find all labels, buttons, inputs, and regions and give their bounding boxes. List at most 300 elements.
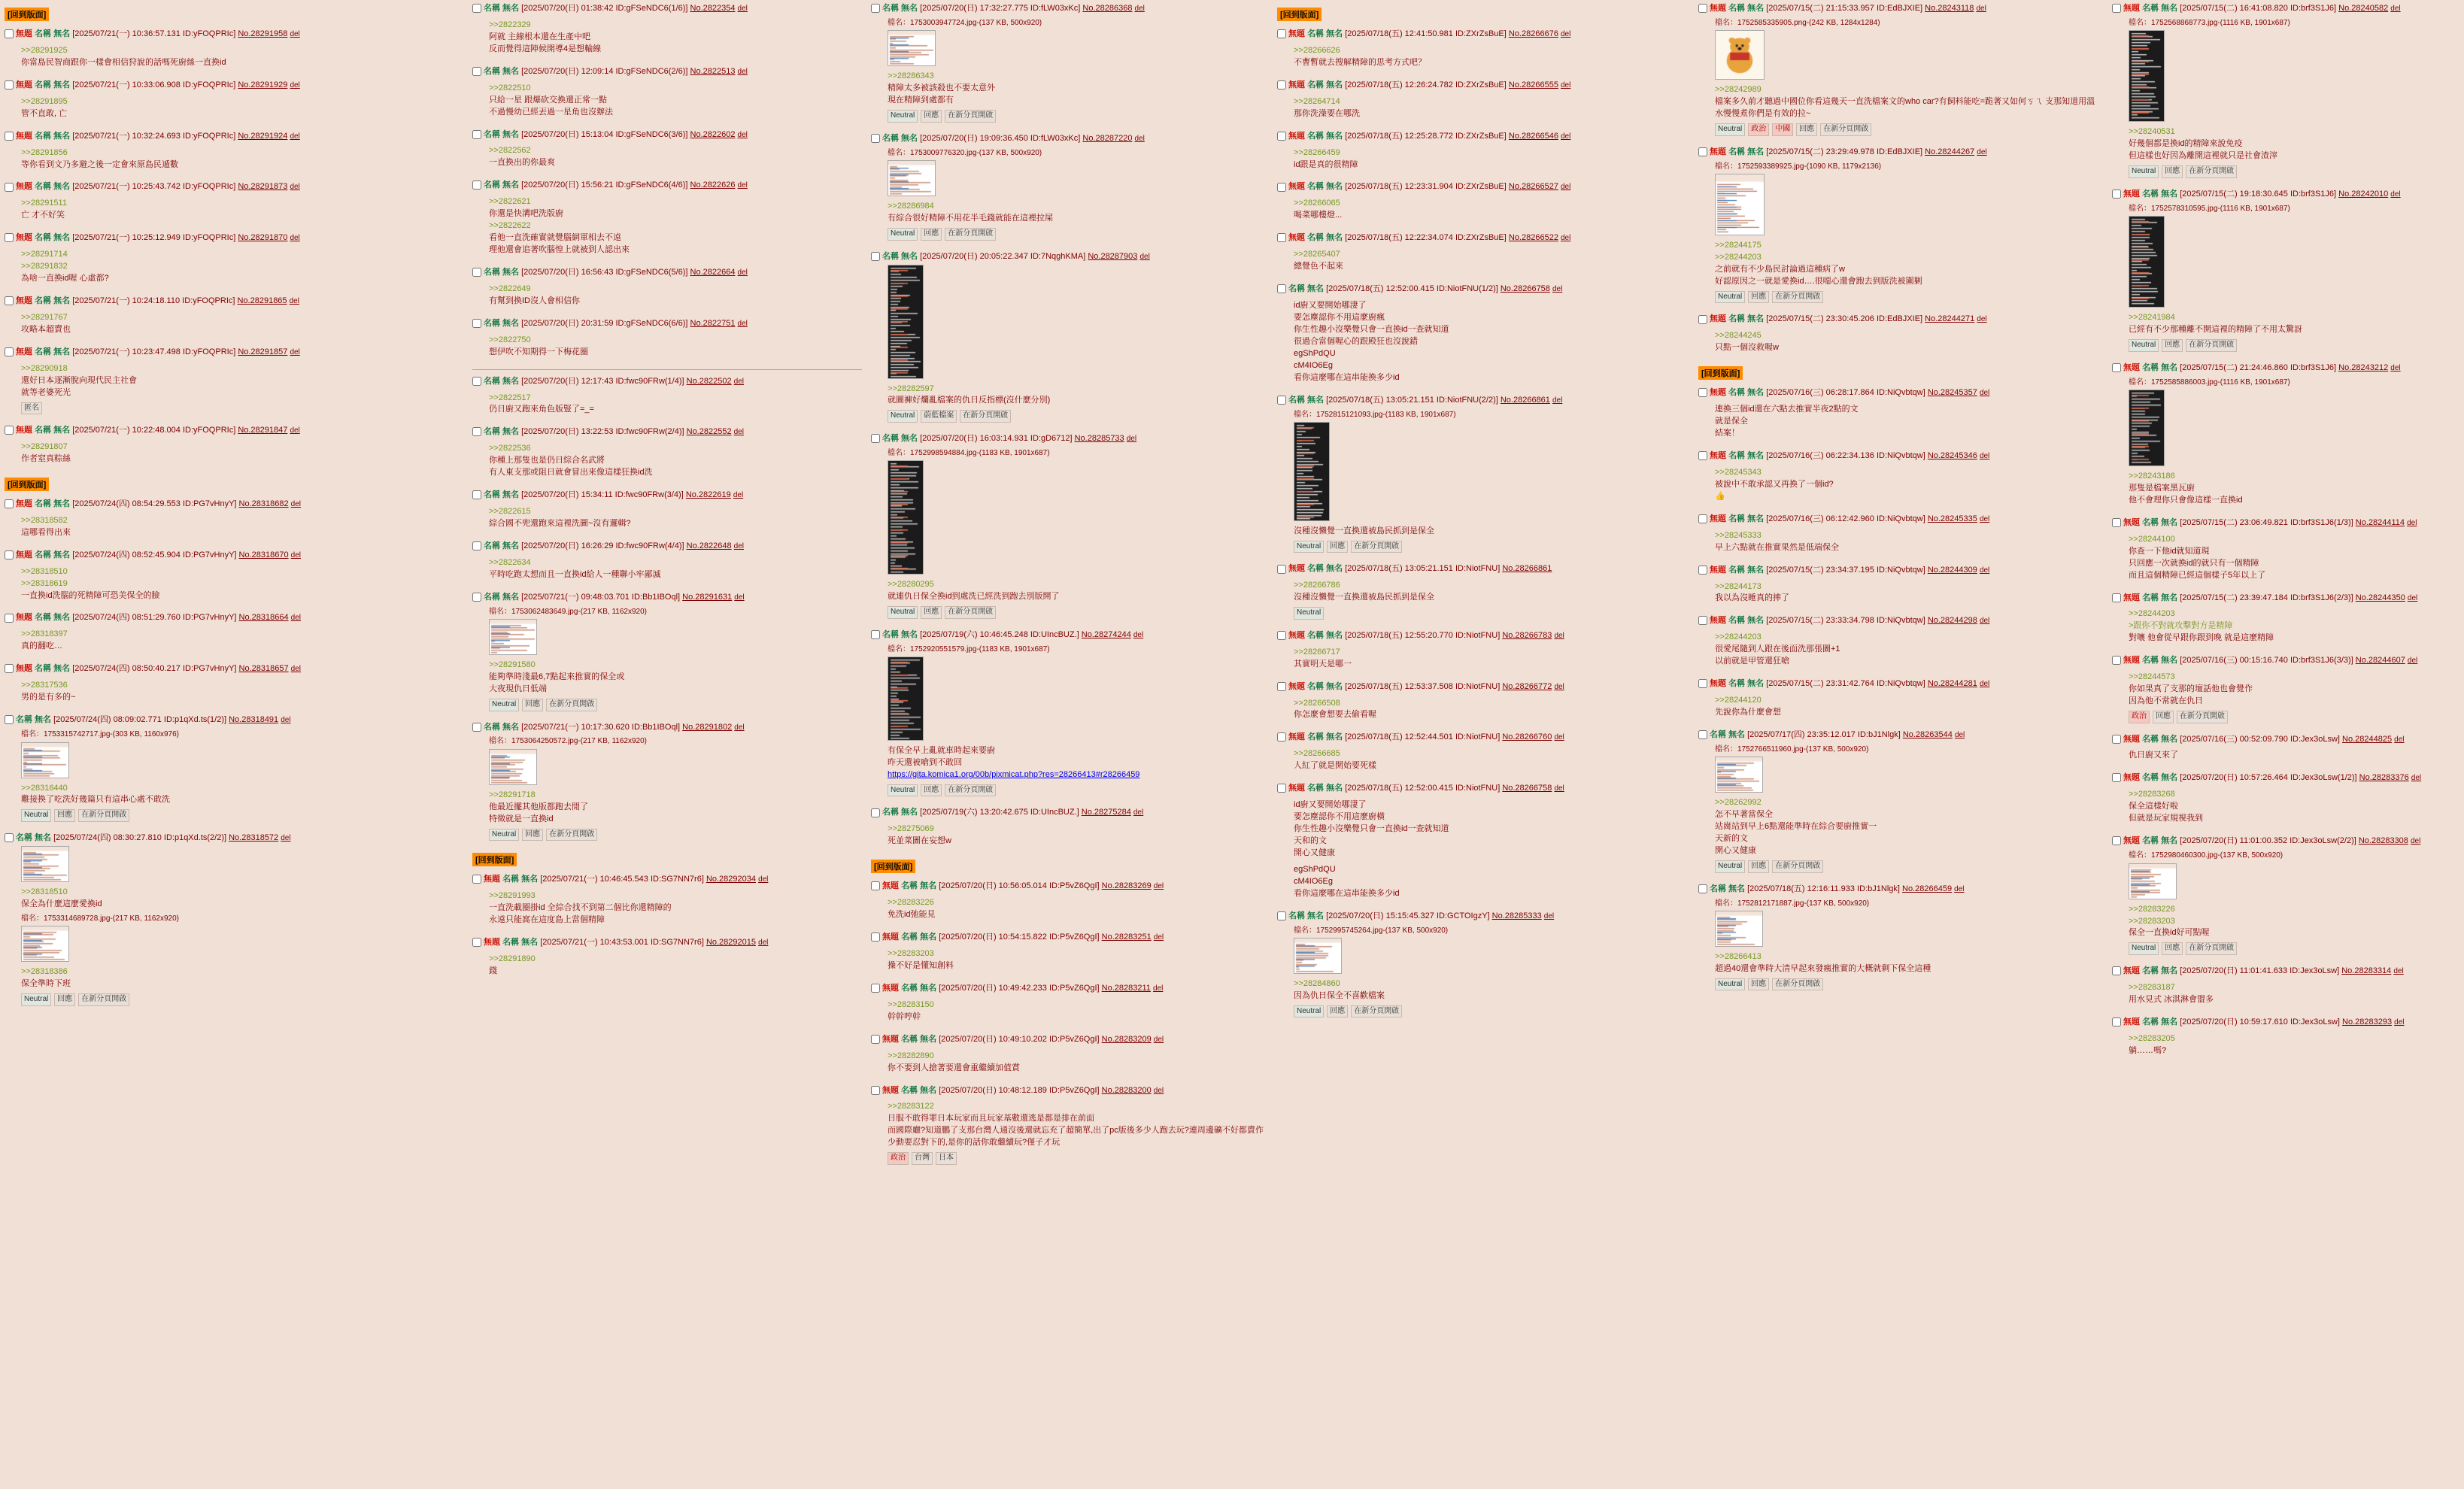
post-delete-link[interactable]: del	[2390, 190, 2401, 199]
post-tag[interactable]: 回應	[2162, 339, 2183, 352]
post-number-link[interactable]: No.28244309	[1927, 565, 1977, 575]
post-thumbnail[interactable]	[489, 749, 537, 785]
post-select-checkbox[interactable]	[1277, 183, 1286, 192]
post-number-link[interactable]: No.28283269	[1101, 881, 1152, 891]
post-quote-ref[interactable]: >>28244120	[1715, 696, 1762, 705]
post-select-checkbox[interactable]	[2112, 656, 2121, 665]
post-delete-link[interactable]: del	[1954, 730, 1965, 739]
post-number-link[interactable]: No.28292034	[706, 875, 756, 884]
post-select-checkbox[interactable]	[871, 4, 880, 13]
post-number-link[interactable]: No.28245357	[1927, 388, 1977, 398]
post-number-link[interactable]: No.2822619	[685, 490, 731, 500]
post-select-checkbox[interactable]	[472, 938, 481, 947]
post-delete-link[interactable]: del	[1554, 631, 1564, 640]
post-quote-ref[interactable]: >>28244573	[2129, 672, 2175, 682]
post-quote-ref[interactable]: >>28318619	[21, 578, 68, 588]
post-number-link[interactable]: No.28291857	[238, 347, 288, 356]
post-quote-ref[interactable]: >>28283203	[888, 949, 934, 958]
post-select-checkbox[interactable]	[1277, 784, 1286, 793]
post-number-link[interactable]: No.2822502	[686, 376, 732, 386]
post-thumbnail[interactable]	[21, 846, 69, 882]
post-thumbnail[interactable]	[1715, 757, 1763, 793]
post-quote-ref[interactable]: >>2822536	[489, 444, 531, 453]
post-tag[interactable]: 回應	[522, 699, 543, 711]
post-tag[interactable]: 在新分頁開啟	[546, 699, 597, 711]
post-delete-link[interactable]: del	[1979, 680, 1990, 689]
post-number-link[interactable]: No.28292015	[706, 938, 756, 947]
post-number-link[interactable]: No.28240582	[2338, 4, 2389, 13]
post-delete-link[interactable]: del	[1152, 984, 1164, 993]
post-quote-ref[interactable]: >>28245343	[1715, 467, 1762, 477]
post-number-link[interactable]: No.2822664	[690, 267, 736, 277]
post-select-checkbox[interactable]	[1277, 682, 1286, 691]
post-tag[interactable]: 回應	[921, 784, 942, 797]
post-delete-link[interactable]: del	[733, 491, 744, 500]
post-delete-link[interactable]: del	[290, 665, 302, 674]
post-number-link[interactable]: No.28242010	[2338, 189, 2389, 199]
post-quote-ref[interactable]: >>28291580	[489, 660, 536, 670]
post-quote-ref[interactable]: >>28262992	[1715, 798, 1762, 808]
post-number-link[interactable]: No.28291873	[238, 182, 288, 192]
post-quote-ref[interactable]: >>2822621	[489, 197, 531, 207]
post-number-link[interactable]: No.28266760	[1502, 732, 1552, 742]
post-quote-ref[interactable]: >>28245333	[1715, 530, 1762, 540]
post-select-checkbox[interactable]	[5, 347, 14, 356]
post-select-checkbox[interactable]	[2112, 363, 2121, 372]
post-delete-link[interactable]: del	[2393, 966, 2404, 975]
post-select-checkbox[interactable]	[871, 630, 880, 639]
post-delete-link[interactable]: del	[2407, 518, 2417, 527]
post-select-checkbox[interactable]	[871, 933, 880, 942]
post-select-checkbox[interactable]	[1277, 284, 1286, 293]
post-number-link[interactable]: No.28283251	[1101, 933, 1152, 942]
post-delete-link[interactable]: del	[1979, 452, 1990, 460]
post-select-checkbox[interactable]	[472, 541, 481, 550]
post-quote-ref[interactable]: >>28282597	[888, 384, 934, 393]
post-quote-ref[interactable]: >>28266786	[1294, 581, 1340, 590]
post-delete-link[interactable]: del	[1979, 617, 1990, 626]
post-select-checkbox[interactable]	[1277, 80, 1286, 89]
post-select-checkbox[interactable]	[871, 252, 880, 261]
post-tag[interactable]: 在新分頁開啟	[1772, 291, 1823, 304]
post-quote-ref[interactable]: >>28317536	[21, 681, 68, 690]
post-select-checkbox[interactable]	[5, 233, 14, 242]
post-tag[interactable]: 回應	[1748, 291, 1769, 304]
post-number-link[interactable]: No.2822552	[686, 427, 732, 437]
post-number-link[interactable]: No.28266861	[1500, 395, 1550, 405]
post-delete-link[interactable]: del	[2394, 1017, 2405, 1027]
post-quote-ref[interactable]: >>2822622	[489, 221, 531, 231]
post-thumbnail[interactable]	[888, 160, 936, 196]
post-select-checkbox[interactable]	[1698, 147, 1707, 156]
post-tag[interactable]: 在新分頁開啟	[1820, 123, 1871, 136]
post-tag[interactable]: 日本	[936, 1152, 957, 1165]
post-select-checkbox[interactable]	[871, 434, 880, 443]
post-delete-link[interactable]: del	[1139, 252, 1150, 261]
post-tag[interactable]: 在新分頁開啟	[78, 993, 129, 1006]
post-number-link[interactable]: No.28283308	[2358, 836, 2408, 846]
back-to-board-link[interactable]: [回到版面]	[871, 860, 915, 873]
post-delete-link[interactable]: del	[1561, 30, 1571, 38]
post-tag[interactable]: Neutral	[1715, 123, 1745, 136]
post-tag[interactable]: Neutral	[1294, 541, 1324, 553]
post-select-checkbox[interactable]	[871, 808, 880, 817]
post-quote-ref[interactable]: >>28266413	[1715, 952, 1762, 961]
post-thumbnail[interactable]	[489, 619, 537, 655]
post-select-checkbox[interactable]	[2112, 735, 2121, 744]
post-tag[interactable]: Neutral	[888, 110, 918, 123]
post-delete-link[interactable]: del	[1133, 630, 1144, 639]
post-quote-ref[interactable]: >>28291767	[21, 312, 68, 322]
post-number-link[interactable]: No.28318491	[229, 715, 279, 725]
post-number-link[interactable]: No.28266522	[1508, 233, 1558, 243]
post-select-checkbox[interactable]	[1277, 233, 1286, 242]
post-tag[interactable]: 回應	[1748, 978, 1769, 991]
post-number-link[interactable]: No.28283293	[2342, 1017, 2393, 1027]
post-number-link[interactable]: No.28245335	[1927, 514, 1977, 523]
post-select-checkbox[interactable]	[472, 723, 481, 732]
post-select-checkbox[interactable]	[1698, 616, 1707, 625]
post-select-checkbox[interactable]	[472, 268, 481, 277]
back-to-board-link[interactable]: [回到版面]	[5, 8, 49, 21]
post-tag[interactable]: 蔚藍檔案	[921, 410, 957, 423]
post-quote-ref[interactable]: >>2822510	[489, 83, 531, 92]
post-number-link[interactable]: No.28287220	[1082, 133, 1133, 143]
post-delete-link[interactable]: del	[734, 723, 745, 732]
post-select-checkbox[interactable]	[472, 319, 481, 328]
post-number-link[interactable]: No.28291847	[238, 426, 288, 435]
post-number-link[interactable]: No.28285733	[1074, 433, 1124, 443]
post-delete-link[interactable]: del	[1561, 80, 1571, 89]
post-number-link[interactable]: No.28274244	[1081, 629, 1131, 639]
post-tag[interactable]: Neutral	[1715, 860, 1745, 873]
post-tag[interactable]: 匿名	[21, 402, 42, 415]
post-number-link[interactable]: No.28266546	[1508, 131, 1558, 141]
post-number-link[interactable]: No.28283314	[2341, 966, 2392, 975]
post-quote-ref[interactable]: >>28266717	[1294, 647, 1340, 657]
post-select-checkbox[interactable]	[871, 134, 880, 143]
post-select-checkbox[interactable]	[2112, 1017, 2121, 1027]
post-quote-ref[interactable]: >>28280295	[888, 580, 934, 590]
post-tag[interactable]: 在新分頁開啟	[2177, 711, 2228, 723]
post-select-checkbox[interactable]	[1698, 451, 1707, 460]
post-number-link[interactable]: No.28291865	[237, 296, 287, 305]
post-number-link[interactable]: No.28266772	[1502, 681, 1552, 691]
post-tag[interactable]: 回應	[921, 110, 942, 123]
post-quote-ref[interactable]: >>28283203	[2129, 916, 2175, 926]
back-to-board-link[interactable]: [回到版面]	[472, 853, 517, 866]
post-select-checkbox[interactable]	[1698, 884, 1707, 893]
post-thumbnail[interactable]	[888, 30, 936, 66]
post-delete-link[interactable]: del	[281, 716, 291, 725]
post-delete-link[interactable]: del	[290, 30, 300, 38]
post-delete-link[interactable]: del	[289, 297, 299, 305]
post-delete-link[interactable]: del	[2407, 657, 2418, 666]
post-thumbnail[interactable]	[888, 460, 924, 575]
post-delete-link[interactable]: del	[758, 875, 769, 884]
post-select-checkbox[interactable]	[5, 499, 14, 508]
post-quote-ref[interactable]: >>28265407	[1294, 250, 1340, 259]
post-tag[interactable]: 台灣	[912, 1152, 933, 1165]
post-quote-ref[interactable]: >>28283150	[888, 999, 934, 1009]
post-select-checkbox[interactable]	[472, 377, 481, 386]
post-tag[interactable]: 在新分頁開啟	[945, 784, 996, 797]
post-tag[interactable]: 在新分頁開啟	[1351, 541, 1402, 553]
post-quote-ref[interactable]: >>28291856	[21, 147, 68, 157]
post-select-checkbox[interactable]	[472, 875, 481, 884]
post-number-link[interactable]: No.28243118	[1925, 4, 1974, 13]
post-delete-link[interactable]: del	[1979, 514, 1990, 523]
post-number-link[interactable]: No.28244281	[1927, 679, 1977, 689]
post-delete-link[interactable]: del	[1153, 1086, 1164, 1095]
post-quote-ref[interactable]: >>28318510	[21, 887, 68, 896]
post-tag[interactable]: 政治	[2129, 711, 2150, 723]
post-number-link[interactable]: No.2822626	[690, 180, 736, 190]
post-select-checkbox[interactable]	[472, 130, 481, 139]
post-select-checkbox[interactable]	[5, 183, 14, 192]
post-quote-ref[interactable]: >>28318582	[21, 515, 68, 525]
post-tag[interactable]: 回應	[921, 606, 942, 619]
post-delete-link[interactable]: del	[1134, 134, 1145, 143]
post-number-link[interactable]: No.28266861	[1502, 564, 1552, 574]
post-delete-link[interactable]: del	[1561, 183, 1571, 192]
post-delete-link[interactable]: del	[737, 268, 748, 277]
post-tag[interactable]: 回應	[2153, 711, 2174, 723]
post-thumbnail[interactable]	[1715, 174, 1765, 235]
post-thumbnail[interactable]	[888, 657, 924, 741]
post-number-link[interactable]: No.28244298	[1927, 616, 1977, 626]
post-number-link[interactable]: No.28287903	[1088, 251, 1138, 261]
post-select-checkbox[interactable]	[472, 67, 481, 76]
post-select-checkbox[interactable]	[5, 29, 14, 38]
post-tag[interactable]: Neutral	[2129, 339, 2159, 352]
post-quote-ref[interactable]: >>28283226	[2129, 904, 2175, 914]
post-quote-ref[interactable]: >>28244100	[2129, 534, 2175, 544]
post-quote-ref[interactable]: >>28242989	[1715, 85, 1762, 95]
post-select-checkbox[interactable]	[1698, 566, 1707, 575]
post-quote-ref[interactable]: >>2822750	[489, 335, 531, 344]
post-quote-ref[interactable]: >>28283205	[2129, 1033, 2175, 1043]
post-quote-ref[interactable]: >>2822649	[489, 284, 531, 293]
post-select-checkbox[interactable]	[871, 881, 880, 890]
post-number-link[interactable]: No.28244114	[2355, 517, 2405, 527]
post-quote-ref[interactable]: >>28283226	[888, 898, 934, 908]
post-number-link[interactable]: No.28263544	[1902, 729, 1953, 739]
post-select-checkbox[interactable]	[2112, 593, 2121, 602]
post-select-checkbox[interactable]	[2112, 966, 2121, 975]
post-number-link[interactable]: No.28245346	[1927, 451, 1977, 460]
post-tag[interactable]: 政治	[1748, 123, 1769, 136]
post-tag[interactable]: 在新分頁開啟	[2186, 165, 2237, 178]
post-tag[interactable]: 在新分頁開啟	[2186, 942, 2237, 955]
post-number-link[interactable]: No.28266758	[1502, 784, 1552, 793]
post-tag[interactable]: 回應	[2162, 165, 2183, 178]
post-tag[interactable]: Neutral	[888, 410, 918, 423]
post-delete-link[interactable]: del	[737, 181, 748, 190]
post-select-checkbox[interactable]	[2112, 836, 2121, 845]
post-quote-ref[interactable]: >>28283268	[2129, 790, 2175, 799]
post-quote-ref[interactable]: >>28291993	[489, 891, 536, 901]
post-delete-link[interactable]: del	[2390, 363, 2401, 372]
post-select-checkbox[interactable]	[5, 550, 14, 560]
post-quote-ref[interactable]: >>28244245	[1715, 331, 1762, 341]
post-tag[interactable]: 政治	[888, 1152, 909, 1165]
post-select-checkbox[interactable]	[5, 614, 14, 623]
post-thumbnail[interactable]	[888, 265, 924, 379]
post-tag[interactable]: 在新分頁開啟	[1351, 1005, 1402, 1018]
post-delete-link[interactable]: del	[290, 183, 300, 192]
post-quote-ref[interactable]: >>28244173	[1715, 581, 1762, 591]
post-quote-ref[interactable]: >>28244175	[1715, 241, 1762, 250]
post-quote-ref[interactable]: >>28291718	[489, 790, 536, 799]
post-number-link[interactable]: No.28244350	[2355, 593, 2405, 602]
post-select-checkbox[interactable]	[2112, 4, 2121, 13]
post-delete-link[interactable]: del	[1153, 882, 1164, 891]
post-delete-link[interactable]: del	[737, 130, 748, 139]
post-delete-link[interactable]: del	[1554, 733, 1564, 742]
post-tag[interactable]: Neutral	[1715, 978, 1745, 991]
post-select-checkbox[interactable]	[871, 1086, 880, 1095]
post-select-checkbox[interactable]	[5, 132, 14, 141]
post-tag[interactable]: Neutral	[21, 809, 51, 822]
post-tag[interactable]: Neutral	[21, 993, 51, 1006]
post-tag[interactable]: 在新分頁開啟	[1772, 860, 1823, 873]
post-delete-link[interactable]: del	[737, 319, 748, 328]
post-thumbnail[interactable]	[21, 926, 69, 962]
post-delete-link[interactable]: del	[1153, 1035, 1164, 1044]
post-delete-link[interactable]: del	[290, 132, 300, 141]
post-tag[interactable]: 在新分頁開啟	[1772, 978, 1823, 991]
post-delete-link[interactable]: del	[1561, 132, 1571, 141]
post-select-checkbox[interactable]	[5, 833, 14, 842]
post-number-link[interactable]: No.28291924	[238, 131, 288, 141]
post-thumbnail[interactable]	[2129, 30, 2165, 122]
post-thumbnail[interactable]	[2129, 863, 2177, 899]
post-delete-link[interactable]: del	[1977, 147, 1987, 156]
post-delete-link[interactable]: del	[290, 550, 302, 560]
post-quote-ref[interactable]: >>28266508	[1294, 698, 1340, 708]
post-number-link[interactable]: No.28266459	[1902, 884, 1953, 893]
post-delete-link[interactable]: del	[290, 347, 300, 356]
post-tag[interactable]: Neutral	[888, 228, 918, 241]
post-delete-link[interactable]: del	[2394, 735, 2405, 744]
post-tag[interactable]: 在新分頁開啟	[945, 110, 996, 123]
post-number-link[interactable]: No.28291631	[682, 592, 733, 602]
post-tag[interactable]: 在新分頁開啟	[78, 809, 129, 822]
post-quote-ref[interactable]: >>28291832	[21, 262, 68, 271]
post-quote-ref[interactable]: >>28244203	[2129, 609, 2175, 619]
post-delete-link[interactable]: del	[2390, 5, 2401, 13]
post-tag[interactable]: 在新分頁開啟	[546, 829, 597, 842]
post-delete-link[interactable]: del	[2411, 774, 2422, 783]
post-thumbnail[interactable]	[21, 742, 69, 778]
post-tag[interactable]: 回應	[1796, 123, 1817, 136]
post-tag[interactable]: Neutral	[489, 699, 519, 711]
post-number-link[interactable]: No.28285333	[1491, 911, 1542, 920]
post-quote-ref[interactable]: >>2822634	[489, 557, 531, 567]
post-tag[interactable]: Neutral	[2129, 165, 2159, 178]
post-tag[interactable]: 回應	[54, 993, 75, 1006]
post-delete-link[interactable]: del	[1554, 784, 1564, 793]
post-quote-ref[interactable]: >>28283122	[888, 1102, 934, 1111]
post-tag[interactable]: 中國	[1772, 123, 1793, 136]
post-tag[interactable]: 回應	[1748, 860, 1769, 873]
post-quote-ref[interactable]: >>28316440	[21, 783, 68, 793]
post-quote-ref[interactable]: >>28291895	[21, 96, 68, 106]
post-quote-ref[interactable]: >>2822562	[489, 146, 531, 156]
post-quote-ref[interactable]: >>28318510	[21, 566, 68, 576]
post-quote-ref[interactable]: >跟你不對就攻擊對方是精障	[2129, 621, 2233, 631]
post-select-checkbox[interactable]	[2112, 518, 2121, 527]
post-select-checkbox[interactable]	[5, 426, 14, 435]
post-number-link[interactable]: No.28266783	[1502, 630, 1552, 640]
post-select-checkbox[interactable]	[5, 80, 14, 89]
post-delete-link[interactable]: del	[1979, 389, 1990, 398]
post-thumbnail[interactable]	[1715, 30, 1765, 80]
post-select-checkbox[interactable]	[1277, 29, 1286, 38]
post-select-checkbox[interactable]	[1698, 730, 1707, 739]
post-quote-ref[interactable]: >>28283187	[2129, 982, 2175, 992]
post-number-link[interactable]: No.28244267	[1925, 147, 1975, 156]
post-number-link[interactable]: No.28266555	[1508, 80, 1558, 89]
post-number-link[interactable]: No.28318670	[238, 550, 289, 560]
post-select-checkbox[interactable]	[1698, 388, 1707, 397]
post-select-checkbox[interactable]	[1277, 132, 1286, 141]
post-tag[interactable]: Neutral	[888, 606, 918, 619]
post-number-link[interactable]: No.2822513	[690, 66, 736, 76]
back-to-board-link[interactable]: [回到版面]	[1277, 8, 1322, 21]
post-select-checkbox[interactable]	[472, 490, 481, 499]
post-number-link[interactable]: No.28266758	[1500, 284, 1550, 294]
post-quote-ref[interactable]: >>2822517	[489, 393, 531, 402]
post-delete-link[interactable]: del	[1543, 911, 1555, 920]
post-quote-ref[interactable]: >>28286343	[888, 71, 934, 81]
post-tag[interactable]: Neutral	[489, 829, 519, 842]
post-select-checkbox[interactable]	[472, 427, 481, 436]
post-quote-ref[interactable]: >>28244203	[1715, 253, 1762, 262]
post-delete-link[interactable]: del	[1554, 682, 1564, 691]
post-delete-link[interactable]: del	[290, 80, 300, 89]
post-select-checkbox[interactable]	[5, 664, 14, 673]
post-thumbnail[interactable]	[1715, 911, 1763, 947]
post-select-checkbox[interactable]	[1277, 565, 1286, 574]
post-number-link[interactable]: No.28266676	[1508, 29, 1558, 38]
post-select-checkbox[interactable]	[871, 1035, 880, 1044]
post-number-link[interactable]: No.28244271	[1925, 314, 1975, 324]
post-select-checkbox[interactable]	[1698, 315, 1707, 324]
post-delete-link[interactable]: del	[1561, 234, 1571, 243]
post-number-link[interactable]: No.2822751	[690, 318, 736, 328]
post-select-checkbox[interactable]	[472, 180, 481, 190]
post-select-checkbox[interactable]	[1698, 4, 1707, 13]
post-tag[interactable]: Neutral	[1715, 291, 1745, 304]
post-tag[interactable]: 在新分頁開啟	[960, 410, 1011, 423]
post-quote-ref[interactable]: >>28286984	[888, 202, 934, 211]
post-number-link[interactable]: No.28286368	[1082, 4, 1133, 13]
post-quote-ref[interactable]: >>2822329	[489, 20, 531, 29]
post-tag[interactable]: 回應	[1327, 541, 1348, 553]
post-delete-link[interactable]: del	[290, 426, 300, 435]
post-number-link[interactable]: No.28291802	[682, 722, 733, 732]
post-quote-ref[interactable]: >>28244203	[1715, 632, 1762, 642]
post-quote-ref[interactable]: >>28243186	[2129, 472, 2175, 481]
post-tag[interactable]: Neutral	[888, 784, 918, 797]
back-to-board-link[interactable]: [回到版面]	[1698, 366, 1743, 380]
post-quote-ref[interactable]: >>28264714	[1294, 96, 1340, 106]
post-number-link[interactable]: No.28244825	[2342, 734, 2393, 744]
post-select-checkbox[interactable]	[5, 296, 14, 305]
post-select-checkbox[interactable]	[472, 593, 481, 602]
